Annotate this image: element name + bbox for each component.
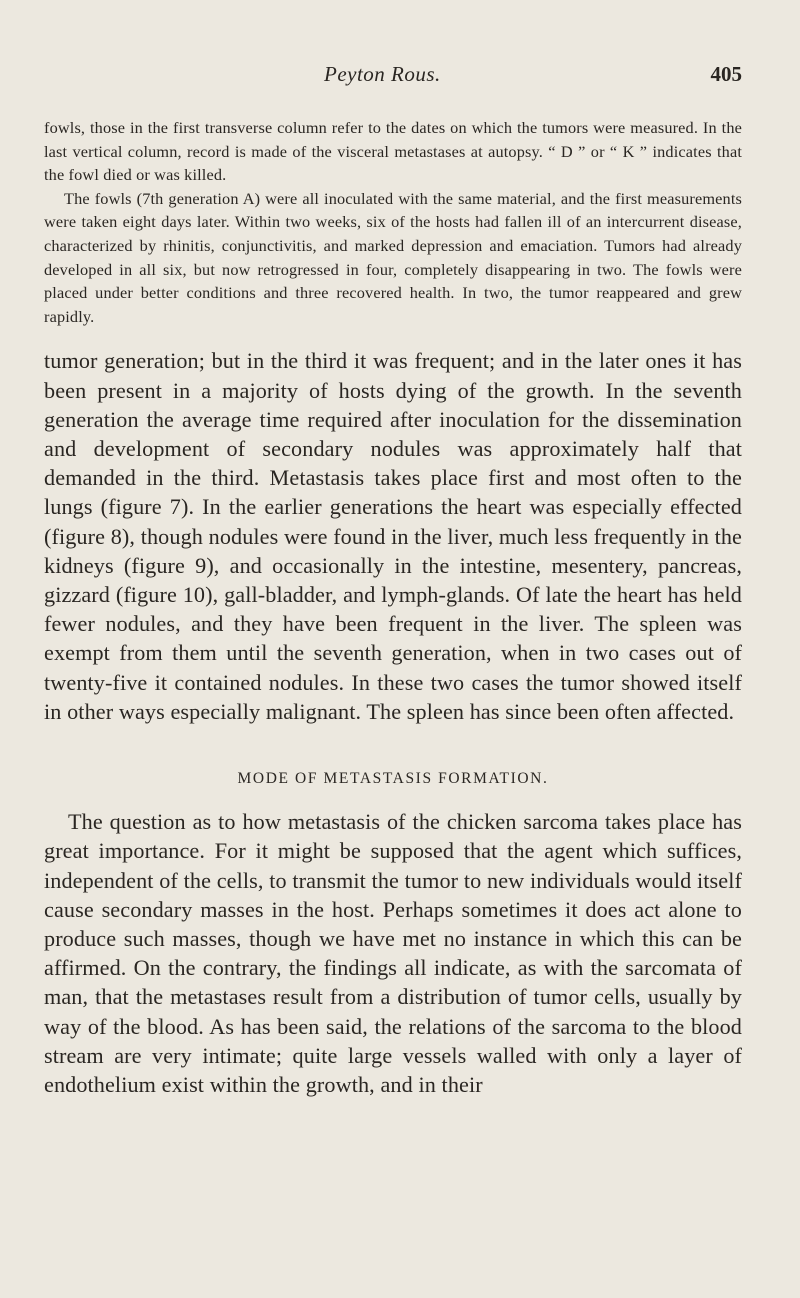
page-header bbox=[44, 58, 742, 98]
section-heading: MODE OF METASTASIS FORMATION. bbox=[237, 769, 549, 787]
running-head: Peyton Rous. bbox=[324, 62, 441, 86]
body-paragraph: tumor generation; but in the third it was frequent; and in the later ones it has been present in a majority of hosts dying of the growth. In the seventh generation the average time required after inoculation for the dissemination and development of secondary nodules was approximately half that demanded in the third. Metastasis takes place first and most often to the lungs (figure 7). In the earlier generations the heart was especially effected (figure 8), though nodules were found in the liver, much less frequently in the kidneys (figure 9), and occasionally in the intestine, mesentery, pancreas, gizzard (figure 10), gall-bladder, and lymph-glands. Of late the heart has held fewer nodules, and they have been frequent in the liver. The spleen was exempt from them until the seventh generation, when in two cases out of twenty-five it contained nodules. In these two cases the tumor showed itself in other ways especially malignant. The spleen has since been often affected. bbox=[44, 348, 742, 724]
body-paragraph: The question as to how metastasis of the chicken sarcoma takes place has great importance. For it might be supposed that the agent which suffices, independent of the cells, to transmit the tumor to new individuals would itself cause secondary masses in the host. Perhaps sometimes it does act alone to produce such masses, though we have met no instance in which this can be affirmed. On the contrary, the findings all indicate, as with the sarcomata of man, that the metastases result from a distribution of tumor cells, usually by way of the blood. As has been said, the relations of the sarcoma to the blood stream are very intimate; quite large vessels walled with only a layer of endothelium exist within the growth, and in their bbox=[44, 809, 742, 1098]
main-text bbox=[44, 346, 742, 1099]
footnote-paragraph: The fowls (7th generation A) were all inoculated with the same material, and the first measurements were taken eight days later. Within two weeks, six of the hosts had fallen ill of an intercurrent disease, characterized by rhinitis, conjunctivitis, and marked depression and emaciation. Tumors had already developed in all six, but now retrogressed in four, completely disappearing in two. The fowls were placed under better conditions and three recovered health. In two, the tumor reappeared and grew rapidly. bbox=[44, 188, 742, 326]
page-number: 405 bbox=[710, 62, 742, 86]
table-footnote bbox=[44, 116, 742, 328]
footnote-paragraph: fowls, those in the first transverse column refer to the dates on which the tumors were measured. In the last vertical column, record is made of the visceral metastases at autopsy. “ D ” or “ K ” indicates that the fowl died or was killed. bbox=[44, 118, 742, 185]
